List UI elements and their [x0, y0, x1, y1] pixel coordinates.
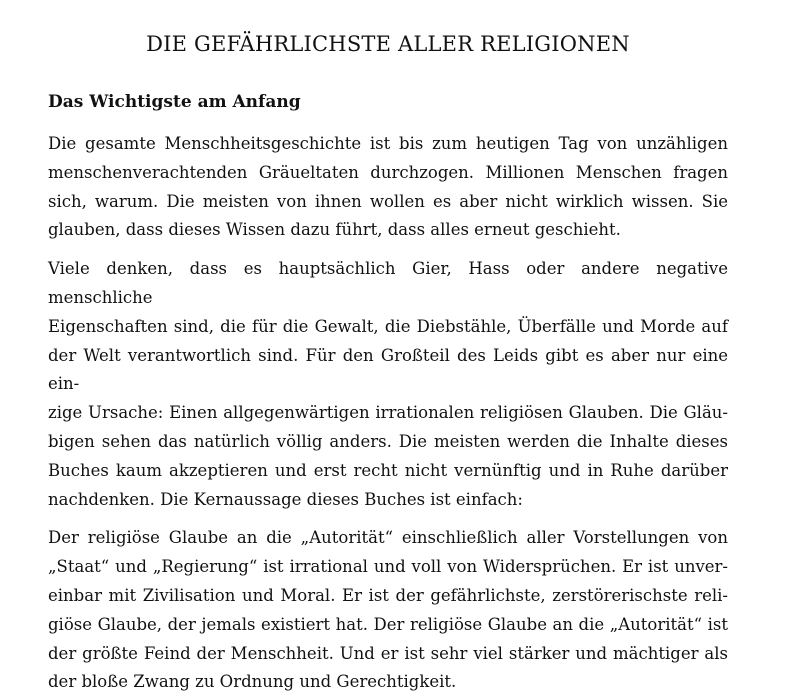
text-line: nachdenken. Die Kernaussage dieses Buches ist einfach: [48, 489, 523, 509]
text-line: sich, warum. Die meisten von ihnen wollen es aber nicht wirklich wissen. Sie [48, 191, 728, 211]
text-line: der Welt verantwortlich sind. Für den Großteil des Leids gibt es aber nur eine ein- [48, 345, 728, 394]
text-line: Viele denken, dass es hauptsächlich Gier, Hass oder andere negative menschliche [48, 259, 728, 307]
text-line: bigen sehen das natürlich völlig anders. Die meisten werden die Inhalte dieses [48, 431, 728, 451]
text-line: Buches kaum akzeptieren und erst recht nicht vernünftig und in Ruhe darüber [48, 460, 728, 480]
text-line: Die gesamte Menschheitsgeschichte ist bis zum heutigen Tag von unzähligen [48, 134, 728, 153]
text-line: zige Ursache: Einen allgegenwärtigen irrationalen religiösen Glauben. Die Gläu- [48, 403, 728, 423]
text-line: der größte Feind der Menschheit. Und er ist sehr viel stärker und mächtiger als [48, 643, 728, 663]
document-page [48, 0, 728, 697]
text-line: der bloße Zwang zu Ordnung und Gerechtigkeit. [48, 672, 457, 692]
section-heading: Das Wichtigste am Anfang [48, 92, 301, 112]
chapter-title: DIE GEFÄHRLICHSTE ALLER RELIGIONEN [146, 32, 630, 56]
text-line: einbar mit Zivilisation und Moral. Er ist der gefährlichste, zerstörerischste reli- [48, 585, 728, 605]
text-line: menschenverachtenden Gräueltaten durchzogen. Millionen Menschen fragen [48, 162, 728, 182]
paragraph-3 [48, 524, 728, 697]
paragraph-2 [48, 255, 728, 514]
paragraph-1 [48, 130, 728, 245]
text-line: Der religiöse Glaube an die „Autorität“ einschließlich aller Vorstellungen von [48, 528, 728, 548]
text-line: „Staat“ und „Regierung“ ist irrational und voll von Widersprüchen. Er ist unver- [48, 557, 728, 577]
text-line: glauben, dass dieses Wissen dazu führt, dass alles erneut geschieht. [48, 220, 621, 240]
text-line: giöse Glaube, der jemals existiert hat. Der religiöse Glaube an die „Autorität“ ist [48, 614, 728, 634]
text-line: Eigenschaften sind, die für die Gewalt, die Diebstähle, Überfälle und Morde auf [48, 316, 728, 336]
